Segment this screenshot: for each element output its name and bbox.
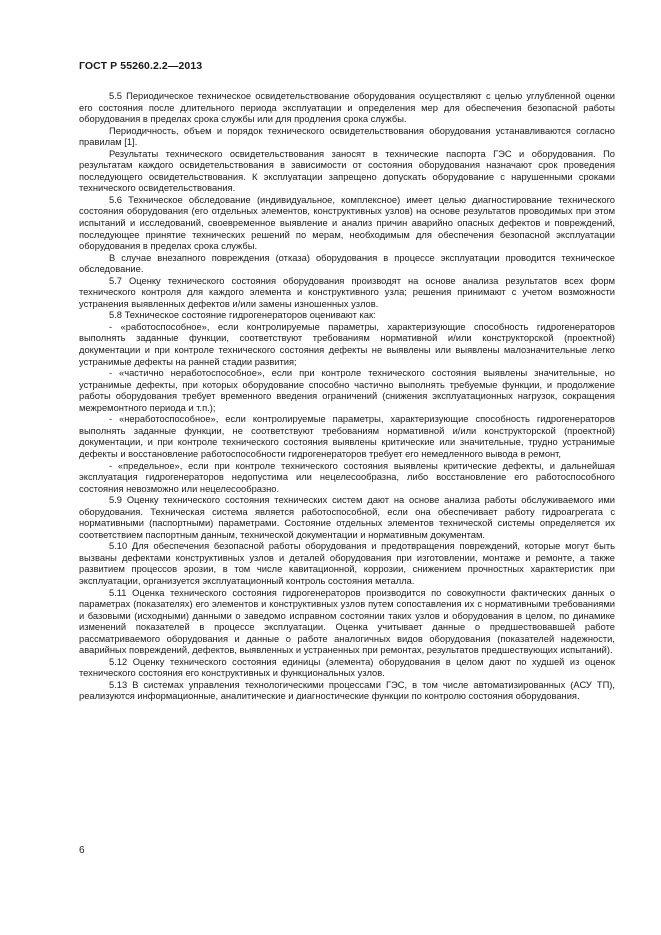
paragraph-5-13: 5.13 В системах управления технологическими процессами ГЭС, в том числе автоматизированных (АСУ ТП), реализуются информационные, аналитические и диагностические функции по контролю состояния оборудования. xyxy=(79,679,615,702)
paragraph-5-5: 5.5 Периодическое техническое освидетельствование оборудования осуществляют с целью углубленной оценки его состояния после длительного периода эксплуатации и определения мер для обеспечения безопасной работы оборудования в пределах срока службы или для продления срока службы. xyxy=(79,91,615,125)
list-item-operable: - «работоспособное», если контролируемые параметры, характеризующие способность гидрогенераторов выполнять заданные функции, соответствуют требованиям нормативной и/или конструкторской (проектной) документации и при контроле технического состояния дефекты не выявлены или выявлены малозначительные легко устранимые дефекты на ранней стадии развития; xyxy=(79,321,615,367)
paragraph-5-10: 5.10 Для обеспечения безопасной работы оборудования и предотвращения повреждений, которые могут быть вызваны дефектами конструктивных узлов и деталей оборудования при изготовлении, монтаже и ремонте, а также развитием процессов эрозии, в том числе кавитационной, коррозии, снижением прочностных характеристик при эксплуатации, организуется эксплуатационный контроль состояния металла. xyxy=(79,541,615,586)
paragraph-results: Результаты технического освидетельствования заносят в технические паспорта ГЭС и оборудования. По результатам каждого освидетельствования в зависимости от состояния оборудования назначают срок проведения последующего освидетельствования. К эксплуатации запрещено допускать оборудование с нарушенными сроками технического освидетельствования. xyxy=(79,148,615,194)
paragraph-5-9: 5.9 Оценку технического состояния технических систем дают на основе анализа работы обслуживаемого ими оборудования. Техническая система является работоспособной, если она обеспечивает работу гидроагрегата с нормативными (паспортными) параметрами. Состояние отдельных элементов технической системы определяется их соответствием паспортным данным, технической документации и нормативным документам. xyxy=(79,495,615,540)
paragraph-5-7: 5.7 Оценку технического состояния оборудования производят на основе анализа результатов всех форм технического контроля для каждого элемента и конструктивного узла; решения принимают с учетом возможности устранения выявленных дефектов и/или замены изношенных узлов. xyxy=(79,275,615,309)
page-number: 6 xyxy=(79,845,85,856)
list-item-inoperable: - «неработоспособное», если контролируемые параметры, характеризующие способность гидрогенераторов выполнять заданные функции, не соответствуют требованиям нормативной и/или конструкторской (проектной) документации, и при контроле технического состояния выявлены критические или значительные, трудно устранимые дефекты и восстановление работоспособности гидрогенераторов требует его немедленного вывода в ремонт, xyxy=(79,414,615,459)
document-header: ГОСТ Р 55260.2.2—2013 xyxy=(79,60,203,72)
paragraph-5-11: 5.11 Оценка технического состояния гидрогенераторов производится по совокупности фактических данных о параметрах (показателях) его элементов и конструктивных узлов путем сопоставления их с нормативными требованиями и базовыми (исходными) данными о заведомо исправном состоянии таких узлов и оборудования в целом, по динамике изменений показателей в процессе эксплуатации. Оценка учитывает данные о предшествовавшей работе рассматриваемого оборудования и данные о работе аналогичных видов оборудования (показателей надежности, аварийных повреждений, дефектов, выявленных и устраненных при ремонтах, результатов предшествующих испытаний). xyxy=(79,587,615,656)
paragraph-5-8: 5.8 Техническое состояние гидрогенераторов оценивают как: xyxy=(109,310,376,321)
paragraph-sudden-failure: В случае внезапного повреждения (отказа) оборудования в процессе эксплуатации проводится техническое обследование. xyxy=(79,252,615,275)
document-body xyxy=(79,91,615,703)
list-item-partially-inoperable: - «частично неработоспособное», если при контроле технического состояния выявлены значительные, но устранимые дефекты, при которых оборудование способно частично выполнять требуемые функции, и продолжение работы оборудования требует временного введения ограничений (снижения эксплуатационных нагрузок, сокращения межремонтного периода и т.п.); xyxy=(79,368,615,413)
paragraph-5-6: 5.6 Техническое обследование (индивидуальное, комплексное) имеет целью диагностирование технического состояния оборудования (его отдельных элементов, конструктивных узлов) на основе результатов проводимых при этом испытаний и исследований, своевременное выявление и анализ причин аварийно опасных дефектов и повреждений, последующее принятие технических решений по мерам, необходимым для обеспечения безопасной эксплуатации оборудования в пределах срока службы. xyxy=(79,194,615,252)
list-item-limiting: - «предельное», если при контроле технического состояния выявлены критические дефекты, и дальнейшая эксплуатация гидрогенераторов недопустима или нецелесообразна, либо восстановление его работоспособного состояния невозможно или нецелесообразно. xyxy=(79,460,615,494)
paragraph-5-12: 5.12 Оценку технического состояния единицы (элемента) оборудования в целом дают по худшей из оценок технического состояния его конструктивных и функциональных узлов. xyxy=(79,656,615,679)
paragraph-periodicity: Периодичность, объем и порядок технического освидетельствования оборудования устанавливаются согласно правилам [1]. xyxy=(79,125,615,148)
